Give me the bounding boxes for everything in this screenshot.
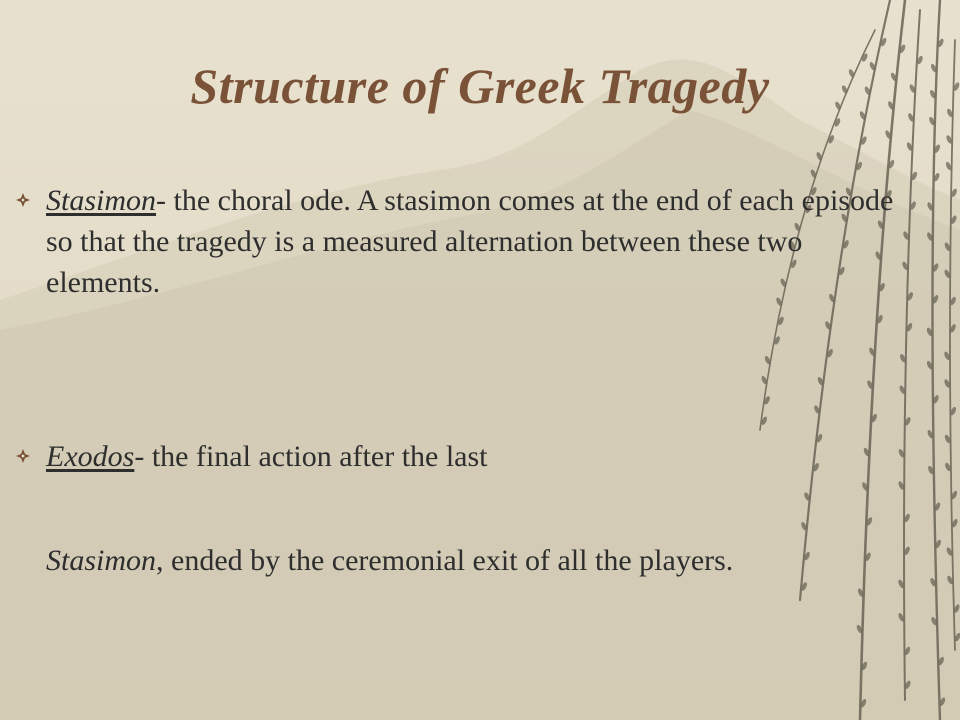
four-petal-diamond-icon [16,193,30,207]
slide-title: Structure of Greek Tragedy [190,58,770,114]
bullet-text: - the final action after the last [134,440,488,473]
term-stasimon: Stasimon [46,184,157,217]
term-stasimon-italic: Stasimon [46,544,157,577]
bullet-exodos [46,436,896,477]
continuation-text: , ended by the ceremonial exit of all the players. [156,544,734,577]
term-exodos: Exodos [46,440,135,473]
bullet-continuation [46,540,896,581]
bullet-text: - the choral ode. A stasimon comes at the end of each episode so that the tragedy is a measured alternation between these two elements. [46,184,894,299]
bullet-stasimon [46,180,896,303]
four-petal-diamond-icon [16,449,30,463]
